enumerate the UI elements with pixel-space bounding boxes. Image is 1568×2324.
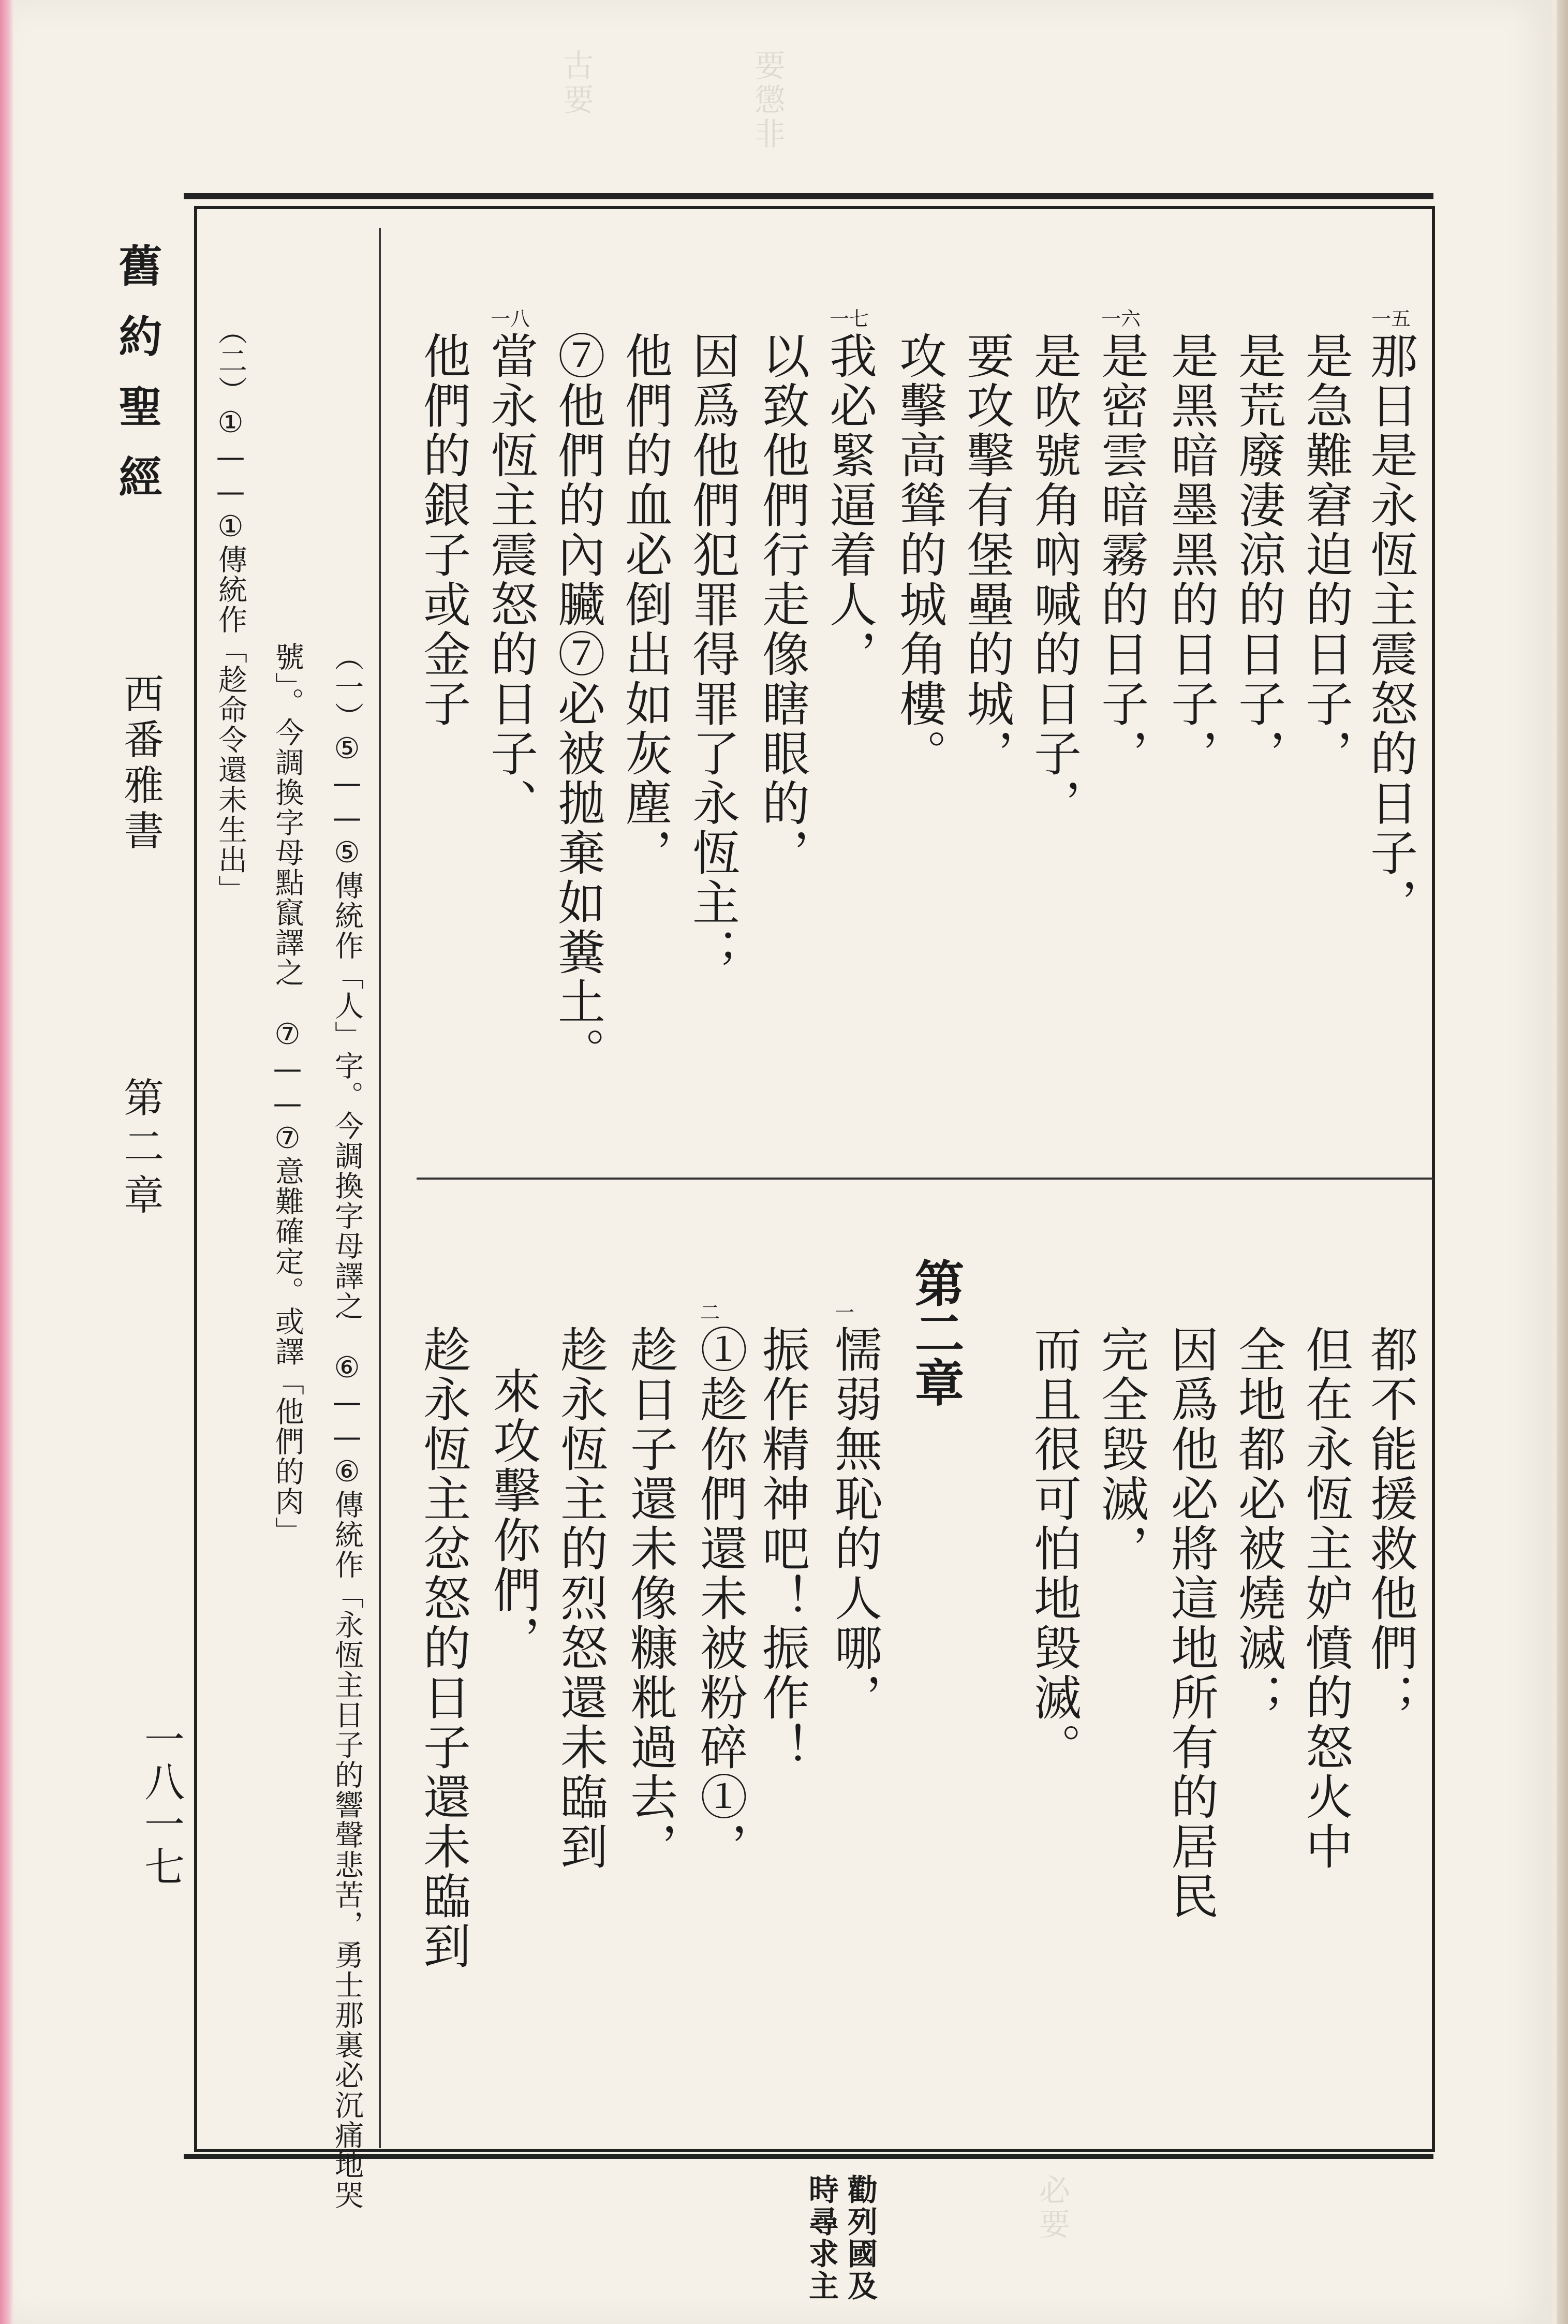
verse-line: 我必緊逼着人，	[822, 331, 877, 679]
footnote-line: （二）①——①傳統作「趁命令還未生出」	[214, 316, 247, 905]
verse-line: 是密雲暗霧的日子，	[1093, 331, 1149, 778]
show-through-text: 古要	[558, 49, 594, 117]
verse-line: 趁永恆主的烈怒還未臨到	[553, 1325, 608, 1872]
verse-line: 但在永恆主妒憤的怒火中	[1298, 1325, 1353, 1872]
verse-line: 因爲他必將這地所有的居民	[1163, 1325, 1219, 1921]
verse-line: 攻擊高聳的城角樓。	[892, 331, 947, 778]
verse-line: 懦弱無恥的人哪，	[827, 1325, 882, 1723]
verse-number: 一六	[1101, 307, 1141, 330]
verse-line: 因爲他們犯罪得罪了永恆主；	[685, 331, 740, 977]
verse-line: 要攻擊有堡壘的城，	[959, 331, 1014, 778]
running-header-chapter: 第二章	[117, 1077, 164, 1223]
verse-line: 趁永恆主忿怒的日子還未臨到	[416, 1325, 471, 1971]
verse-number: 二	[700, 1301, 720, 1324]
verse-line: 都不能援救他們；	[1363, 1325, 1418, 1723]
running-header-title: 舊約聖經	[112, 243, 163, 525]
chapter-heading: 第二章	[907, 1258, 965, 1407]
running-header-book: 西番雅書	[117, 673, 164, 855]
verse-line: 來攻擊你們，	[485, 1366, 541, 1665]
verse-line: 振作精神吧！振作！	[755, 1325, 810, 1772]
verse-line: 那日是永恆主震怒的日子，	[1363, 331, 1418, 928]
verse-line: 他們的銀子或金子	[416, 331, 471, 729]
footnote-line: （一）⑤——⑤傳統作「人」字。今調換字母譯之 ⑥——⑥傳統作「永恆主日子的響聲悲苦，勇士那裏必沉痛地哭	[330, 642, 364, 2210]
verse-line: ①趁你們還未被粉碎①，	[692, 1325, 748, 1872]
verse-line: 完全毀滅，	[1093, 1325, 1149, 1573]
show-through-text: 要懲非	[749, 49, 786, 152]
verse-line: 是黑暗墨黑的日子，	[1163, 331, 1219, 778]
verse-line: 而且很可怕地毀滅。	[1026, 1325, 1082, 1772]
show-through-text: 必要	[1034, 2174, 1070, 2242]
verse-line: 全地都必被燒滅；	[1231, 1325, 1286, 1723]
verse-line: 是吹號角吶喊的日子，	[1026, 331, 1082, 828]
footnote-divider	[379, 228, 381, 2148]
verse-line: 以致他們行走像瞎眼的，	[755, 331, 810, 878]
margin-note: 時尋求主	[804, 2174, 839, 2302]
page-right-shadow	[1557, 0, 1568, 2324]
verse-line: 當永恆主震怒的日子、	[483, 331, 538, 828]
verse-line: ⑦他們的內臟⑦必被拋棄如糞土。	[550, 331, 605, 1077]
verse-number: 一八	[491, 307, 530, 330]
verse-number: 一五	[1371, 307, 1411, 330]
verse-number: 一七	[830, 307, 869, 330]
verse-number: 一	[835, 1301, 855, 1324]
page-edge-tint	[0, 0, 13, 2324]
section-divider	[417, 1178, 1433, 1180]
verse-line: 趁日子還未像糠粃過去，	[623, 1325, 678, 1872]
verse-line: 是急難窘迫的日子，	[1298, 331, 1353, 778]
margin-note: 勸列國及	[842, 2174, 878, 2302]
footnote-line: 號」。今調換字母點竄譯之 ⑦——⑦意難確定。或譯「他們的肉」	[271, 642, 304, 1547]
verse-line: 是荒廢淒涼的日子，	[1231, 331, 1286, 778]
verse-line: 他們的血必倒出如灰塵，	[617, 331, 673, 878]
page-number: 一八一七	[138, 1718, 184, 1888]
